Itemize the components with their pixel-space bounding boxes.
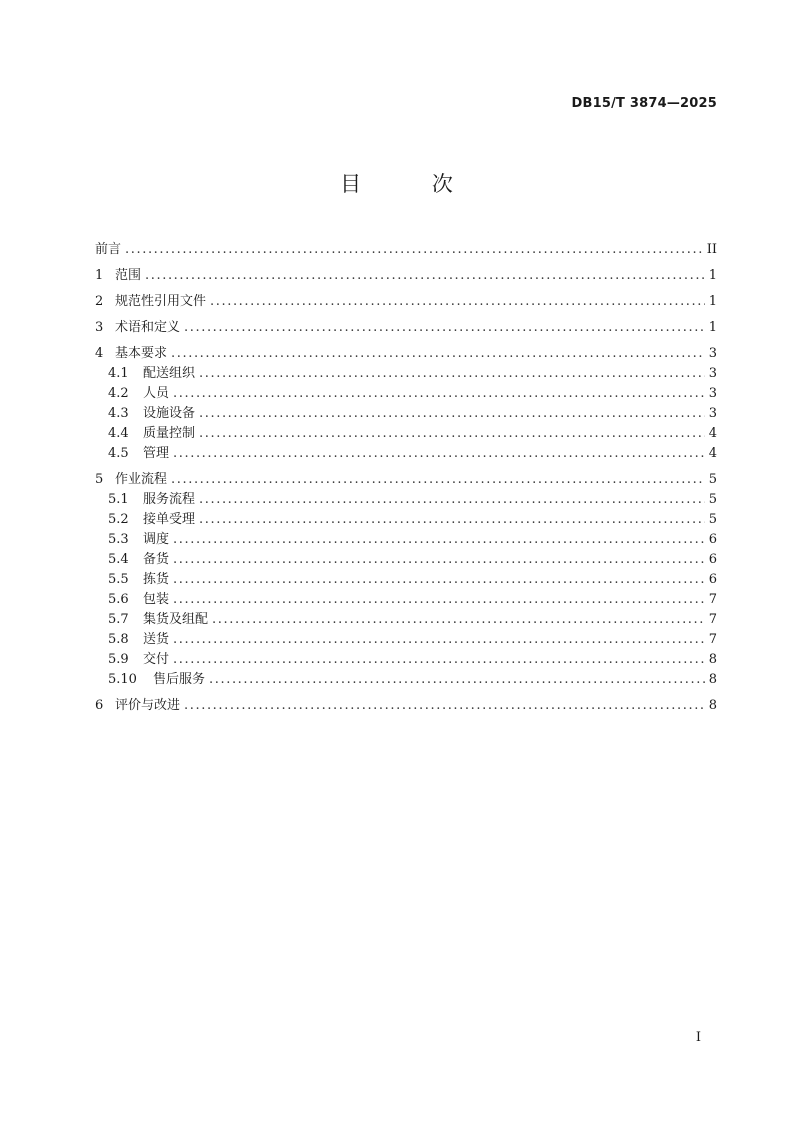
toc-entry-number: 5.10 (108, 672, 137, 687)
toc-entry[interactable] (95, 590, 717, 610)
toc-entry-page: 6 (708, 572, 717, 587)
toc-entry[interactable] (95, 650, 717, 670)
toc-entry-page: 5 (708, 472, 717, 487)
dot-leader (171, 344, 705, 364)
toc-entry-label: 包装 (143, 592, 170, 607)
toc-entry[interactable] (95, 344, 717, 364)
page-number: I (695, 1030, 701, 1045)
toc-entry-page: II (706, 242, 717, 257)
toc-entry-number: 5.3 (108, 532, 129, 547)
dot-leader (173, 550, 705, 570)
dot-leader (212, 610, 705, 630)
toc-entry[interactable] (95, 610, 717, 630)
toc-entry-page: 3 (708, 346, 717, 361)
toc-entry[interactable] (95, 266, 717, 286)
toc-entry-label: 前言 (95, 242, 122, 257)
toc-entry[interactable] (95, 318, 717, 338)
dot-leader (173, 384, 705, 404)
dot-leader (199, 424, 705, 444)
toc-entry[interactable] (95, 240, 717, 260)
toc-entry[interactable] (95, 490, 717, 510)
toc-entry-page: 6 (708, 532, 717, 547)
dot-leader (184, 696, 705, 716)
toc-entry[interactable] (95, 424, 717, 444)
dot-leader (199, 404, 705, 424)
toc-entry-label: 人员 (143, 386, 170, 401)
toc-entry[interactable] (95, 630, 717, 650)
table-of-contents (95, 240, 717, 716)
toc-entry-label: 规范性引用文件 (115, 294, 207, 309)
toc-entry-page: 8 (708, 698, 717, 713)
toc-entry-number: 4.4 (108, 426, 129, 441)
toc-entry-number: 5.5 (108, 572, 129, 587)
dot-leader (125, 240, 703, 260)
toc-entry-label: 调度 (143, 532, 170, 547)
toc-entry-label: 交付 (143, 652, 170, 667)
toc-entry[interactable] (95, 470, 717, 490)
toc-entry-page: 7 (708, 632, 717, 647)
toc-entry-number: 5.8 (108, 632, 129, 647)
dot-leader (199, 364, 705, 384)
toc-entry-number: 4 (95, 346, 104, 361)
dot-leader (173, 570, 705, 590)
dot-leader (173, 590, 705, 610)
toc-entry-label: 范围 (115, 268, 142, 283)
toc-entry-label: 集货及组配 (143, 612, 209, 627)
toc-entry[interactable] (95, 292, 717, 312)
toc-entry[interactable] (95, 364, 717, 384)
toc-entry-label: 质量控制 (143, 426, 196, 441)
toc-entry-page: 3 (708, 366, 717, 381)
toc-entry-number: 3 (95, 320, 104, 335)
toc-entry-number: 5 (95, 472, 104, 487)
dot-leader (184, 318, 705, 338)
toc-entry-label: 接单受理 (143, 512, 196, 527)
toc-entry-page: 5 (708, 512, 717, 527)
toc-entry-page: 7 (708, 592, 717, 607)
dot-leader (210, 292, 705, 312)
toc-entry-number: 6 (95, 698, 104, 713)
toc-entry-number: 5.2 (108, 512, 129, 527)
dot-leader (145, 266, 705, 286)
toc-entry-number: 4.2 (108, 386, 129, 401)
standard-code: DB15/T 3874—2025 (571, 96, 717, 111)
toc-entry-page: 3 (708, 406, 717, 421)
toc-entry-label: 送货 (143, 632, 170, 647)
toc-entry-label: 管理 (143, 446, 170, 461)
toc-entry-page: 1 (708, 268, 717, 283)
toc-entry-label: 服务流程 (143, 492, 196, 507)
dot-leader (209, 670, 705, 690)
toc-entry-number: 5.7 (108, 612, 129, 627)
toc-entry-label: 备货 (143, 552, 170, 567)
toc-entry-label: 配送组织 (143, 366, 196, 381)
toc-entry-number: 5.6 (108, 592, 129, 607)
toc-entry-label: 术语和定义 (115, 320, 181, 335)
toc-entry[interactable] (95, 384, 717, 404)
dot-leader (171, 470, 705, 490)
toc-entry-page: 8 (708, 672, 717, 687)
toc-entry-number: 5.9 (108, 652, 129, 667)
toc-entry-number: 5.1 (108, 492, 129, 507)
toc-entry-label: 售后服务 (153, 672, 206, 687)
toc-entry-page: 5 (708, 492, 717, 507)
dot-leader (173, 630, 705, 650)
toc-entry-label: 评价与改进 (115, 698, 181, 713)
toc-entry-number: 4.5 (108, 446, 129, 461)
toc-entry-page: 4 (708, 446, 717, 461)
toc-entry[interactable] (95, 444, 717, 464)
toc-entry[interactable] (95, 696, 717, 716)
toc-entry-number: 1 (95, 268, 104, 283)
toc-entry-page: 7 (708, 612, 717, 627)
toc-entry-page: 8 (708, 652, 717, 667)
toc-entry-number: 4.1 (108, 366, 129, 381)
dot-leader (173, 444, 705, 464)
dot-leader (199, 510, 705, 530)
toc-entry-page: 1 (708, 294, 717, 309)
toc-entry-number: 2 (95, 294, 104, 309)
toc-entry-number: 5.4 (108, 552, 129, 567)
toc-entry-page: 4 (708, 426, 717, 441)
toc-entry[interactable] (95, 550, 717, 570)
toc-entry-label: 设施设备 (143, 406, 196, 421)
toc-entry[interactable] (95, 670, 717, 690)
dot-leader (199, 490, 705, 510)
toc-entry[interactable] (95, 510, 717, 530)
toc-entry[interactable] (95, 530, 717, 550)
toc-entry-label: 拣货 (143, 572, 170, 587)
toc-entry-label: 基本要求 (115, 346, 168, 361)
toc-entry-number: 4.3 (108, 406, 129, 421)
toc-entry-page: 3 (708, 386, 717, 401)
toc-entry-label: 作业流程 (115, 472, 168, 487)
toc-entry-page: 6 (708, 552, 717, 567)
toc-entry[interactable] (95, 570, 717, 590)
dot-leader (173, 530, 705, 550)
toc-entry-page: 1 (708, 320, 717, 335)
dot-leader (173, 650, 705, 670)
page-title: 目 次 (340, 172, 485, 196)
toc-entry[interactable] (95, 404, 717, 424)
